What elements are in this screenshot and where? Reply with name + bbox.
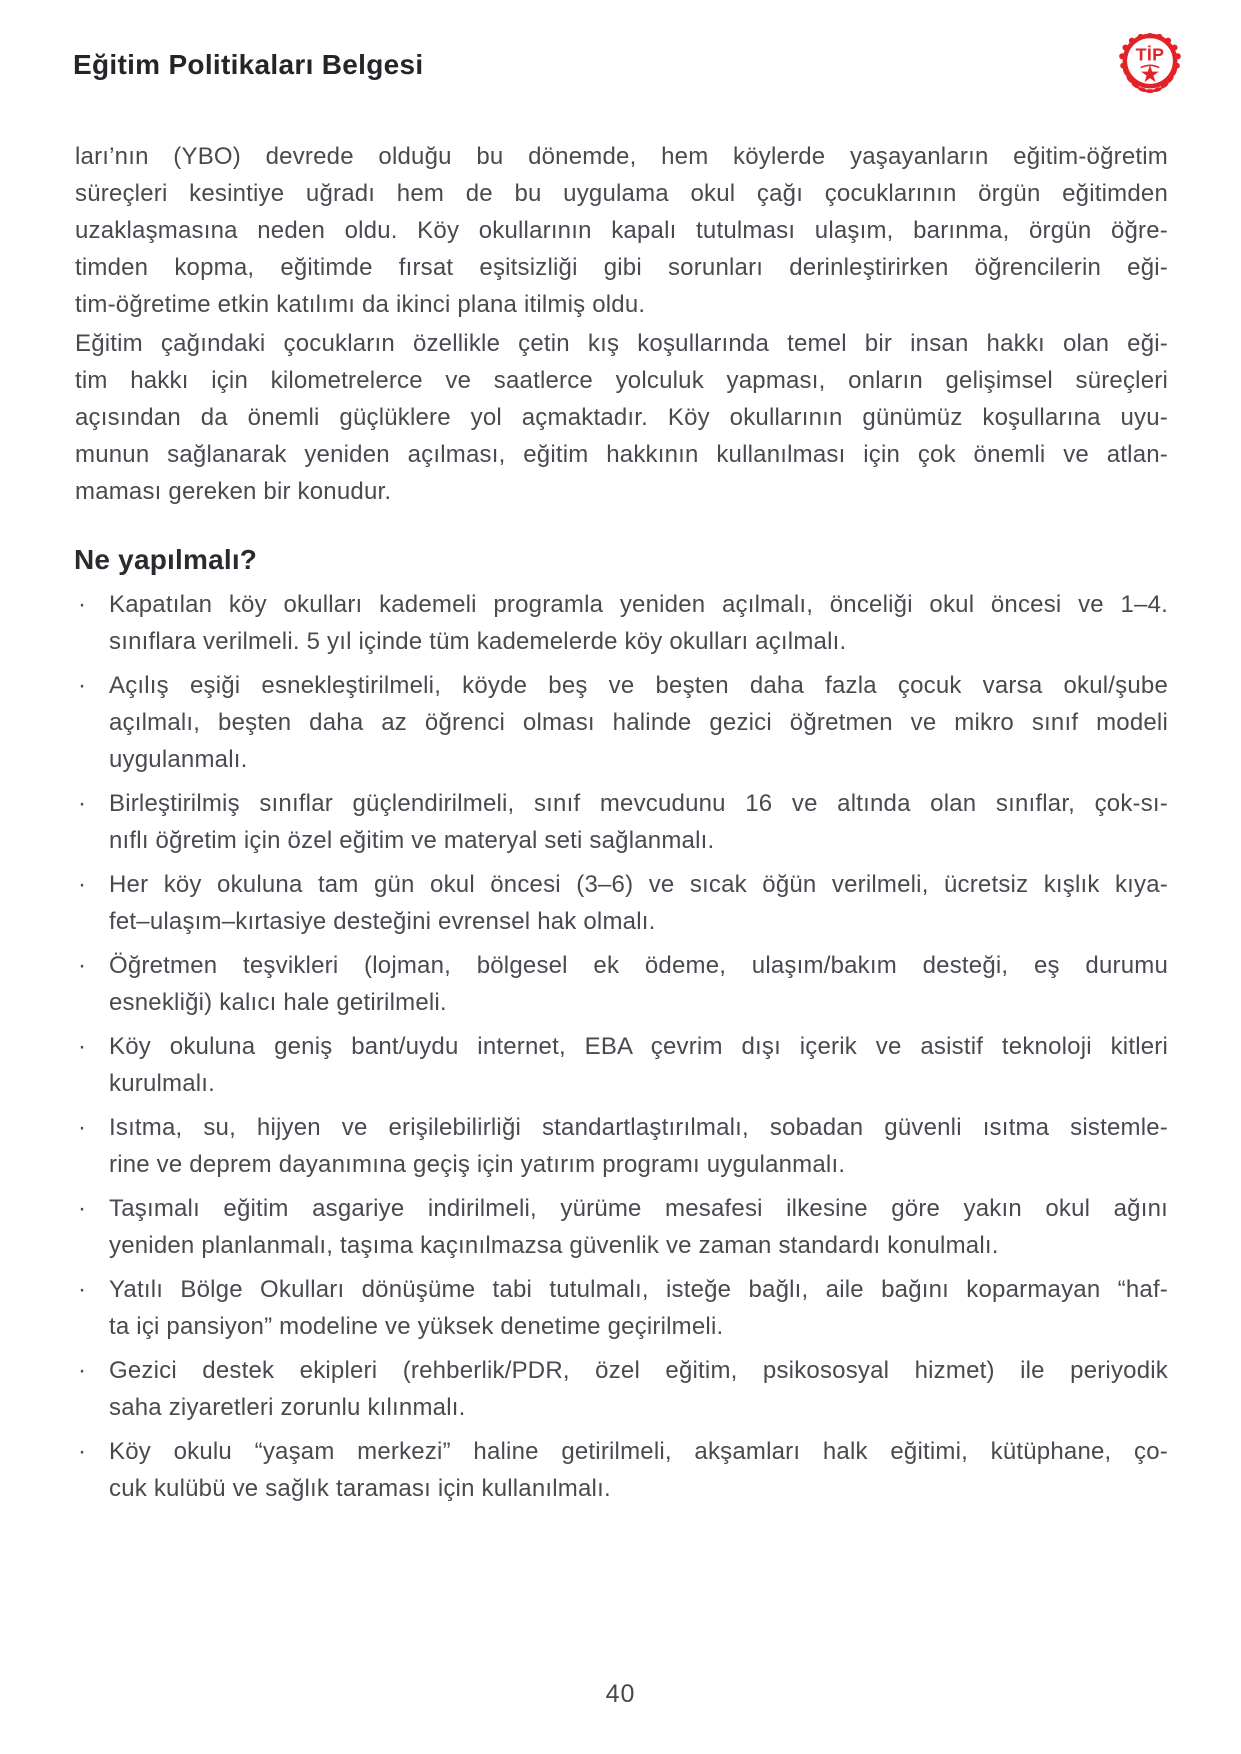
bullet-item (75, 1352, 1168, 1426)
bullet-item (75, 1028, 1168, 1102)
document-title: Eğitim Politikaları Belgesi (73, 49, 424, 80)
bullet-line: kurulmalı. (109, 1070, 216, 1097)
paragraph (75, 138, 1168, 323)
bullet-line: uygulanmalı. (109, 746, 248, 773)
bullet-marker: · (78, 1033, 87, 1060)
bullet-item (75, 866, 1168, 940)
bullet-list (75, 586, 1168, 1507)
page-body (75, 138, 1168, 1507)
bullet-item (75, 1433, 1168, 1507)
paragraph-line: maması gereken bir konudur. (75, 478, 392, 505)
section-heading: Ne yapılmalı? (74, 544, 258, 575)
bullet-marker: · (78, 1357, 87, 1384)
page-header (75, 0, 1168, 138)
bullet-item (75, 1271, 1168, 1345)
bullet-line: Öğretmen teşvikleri (lojman, bölgesel ek ödeme, ulaşım/bakım desteği, eş durumu (109, 952, 1168, 979)
paragraph-line: ları’nın (YBO) devrede olduğu bu dönemde, hem köylerde yaşayanların eğitim-öğretim (75, 143, 1168, 170)
bullet-marker: · (78, 672, 87, 699)
bullet-item (75, 1109, 1168, 1183)
bullet-line: Isıtma, su, hijyen ve erişilebilirliği standartlaştırılmalı, sobadan güvenli ısıtma sistemle- (109, 1114, 1168, 1141)
bullet-line: yeniden planlanmalı, taşıma kaçınılmazsa güvenlik ve zaman standardı konulmalı. (109, 1232, 999, 1259)
bullet-marker: · (78, 1276, 87, 1303)
bullet-line: rine ve deprem dayanımına geçiş için yatırım programı uygulanmalı. (109, 1151, 846, 1178)
tip-logo-icon (1117, 28, 1183, 98)
bullet-line: Kapatılan köy okulları kademeli programla yeniden açılmalı, önceliği okul öncesi ve 1–4. (109, 591, 1168, 618)
bullet-item (75, 667, 1168, 778)
logo-acronym: TİP (1135, 44, 1165, 65)
bullet-item (75, 947, 1168, 1021)
bullet-line: Köy okuluna geniş bant/uydu internet, EBA çevrim dışı içerik ve asistif teknoloji kitleri (109, 1033, 1168, 1060)
bullet-line: ta içi pansiyon” modeline ve yüksek denetime geçirilmeli. (109, 1313, 724, 1340)
paragraph-line: timden kopma, eğitimde fırsat eşitsizliği gibi sorunları derinleştirirken öğrencilerin eği- (75, 254, 1168, 281)
page-number: 40 (605, 1680, 636, 1708)
bullet-line: sınıflara verilmeli. 5 yıl içinde tüm kademelerde köy okulları açılmalı. (109, 628, 847, 655)
bullet-marker: · (78, 790, 87, 817)
bullet-marker: · (78, 1438, 87, 1465)
bullet-line: Açılış eşiği esnekleştirilmeli, köyde beş ve beşten daha fazla çocuk varsa okul/şube (109, 672, 1168, 699)
bullet-line: saha ziyaretleri zorunlu kılınmalı. (109, 1394, 466, 1421)
bullet-line: Taşımalı eğitim asgariye indirilmeli, yürüme mesafesi ilkesine göre yakın okul ağını (109, 1195, 1168, 1222)
bullet-line: Köy okulu “yaşam merkezi” haline getirilmeli, akşamları halk eğitimi, kütüphane, ço- (109, 1438, 1168, 1465)
paragraph-line: Eğitim çağındaki çocukların özellikle çetin kış koşullarında temel bir insan hakkı olan eği- (75, 330, 1168, 357)
bullet-item (75, 1190, 1168, 1264)
tip-party-logo (1117, 28, 1183, 98)
bullet-marker: · (78, 591, 87, 618)
bullet-line: esnekliği) kalıcı hale getirilmeli. (109, 989, 447, 1016)
bullet-item (75, 586, 1168, 660)
bullet-marker: · (78, 1195, 87, 1222)
bullet-line: açılmalı, beşten daha az öğrenci olması halinde gezici öğretmen ve mikro sınıf modeli (109, 709, 1168, 736)
paragraph-line: tim hakkı için kilometrelerce ve saatlerce yolculuk yapması, onların gelişimsel süreçleri (75, 367, 1168, 394)
bullet-line: nıflı öğretim için özel eğitim ve materyal seti sağlanmalı. (109, 827, 715, 854)
intro-paragraphs (75, 138, 1168, 510)
bullet-item (75, 785, 1168, 859)
bullet-marker: · (78, 871, 87, 898)
bullet-marker: · (78, 952, 87, 979)
bullet-line: Birleştirilmiş sınıflar güçlendirilmeli, sınıf mevcudunu 16 ve altında olan sınıflar, çok-sı- (109, 790, 1168, 817)
bullet-marker: · (78, 1114, 87, 1141)
paragraph-line: munun sağlanarak yeniden açılması, eğitim hakkının kullanılması için çok önemli ve atlan- (75, 441, 1168, 468)
bullet-line: Her köy okuluna tam gün okul öncesi (3–6) ve sıcak öğün verilmeli, ücretsiz kışlık kıya- (109, 871, 1168, 898)
bullet-line: fet–ulaşım–kırtasiye desteğini evrensel hak olmalı. (109, 908, 656, 935)
paragraph-line: açısından da önemli güçlüklere yol açmaktadır. Köy okullarının günümüz koşullarına uyu- (75, 404, 1168, 431)
paragraph (75, 325, 1168, 510)
bullet-line: cuk kulübü ve sağlık taraması için kullanılmalı. (109, 1475, 611, 1502)
paragraph-line: süreçleri kesintiye uğradı hem de bu uygulama okul çağı çocuklarının örgün eğitimden (75, 180, 1168, 207)
bullet-line: Gezici destek ekipleri (rehberlik/PDR, özel eğitim, psikososyal hizmet) ile periyodik (109, 1357, 1168, 1384)
paragraph-line: uzaklaşmasına neden oldu. Köy okullarının kapalı tutulması ulaşım, barınma, örgün öğre- (75, 217, 1168, 244)
bullet-line: Yatılı Bölge Okulları dönüşüme tabi tutulmalı, isteğe bağlı, aile bağını koparmayan “haf- (109, 1276, 1168, 1303)
paragraph-line: tim-öğretime etkin katılımı da ikinci plana itilmiş oldu. (75, 291, 646, 318)
